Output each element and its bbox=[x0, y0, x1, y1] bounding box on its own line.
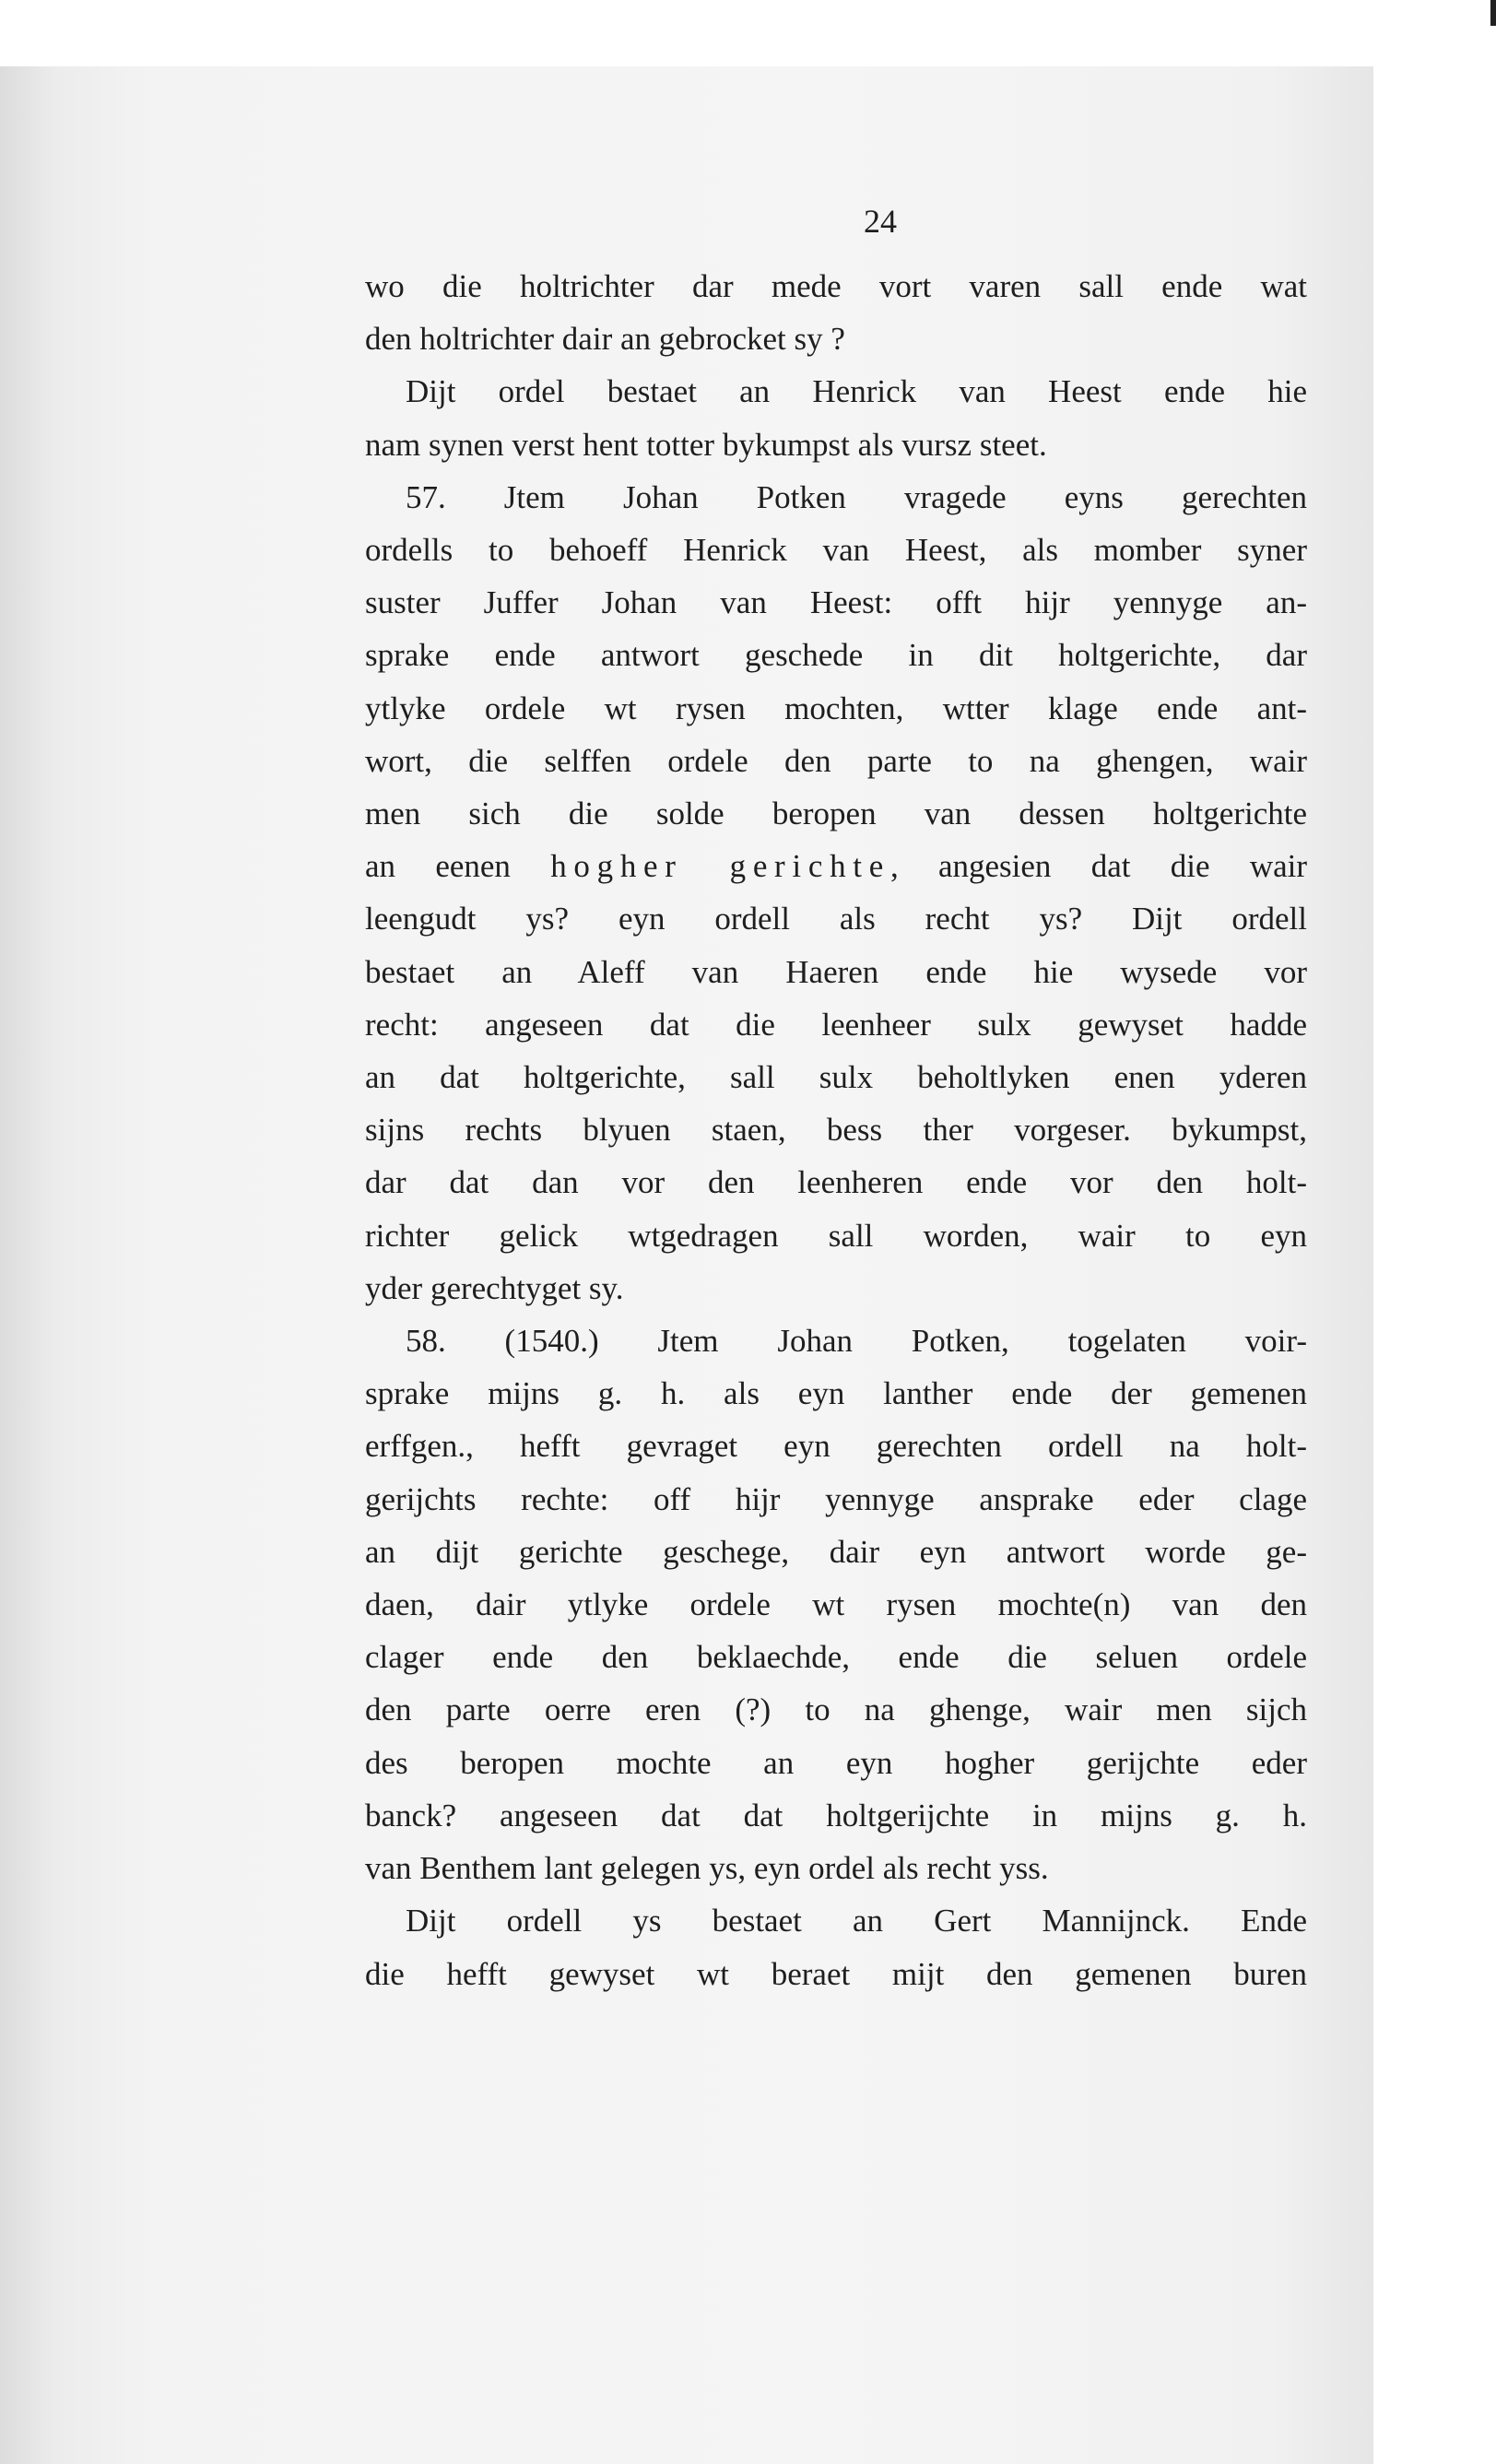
spaced-emphasis: hogher gerichte bbox=[550, 848, 890, 885]
text-line: an dijt gerichte geschege, dair eyn antwort worde ge- bbox=[365, 1533, 1307, 1570]
text-line: wort, die selffen ordele den parte to na ghengen, wair bbox=[365, 742, 1307, 779]
text-line: sprake mijns g. h. als eyn lanther ende der gemenen bbox=[365, 1375, 1307, 1412]
text-line: banck? angeseen dat dat holtgerijchte in mijns g. h. bbox=[365, 1797, 1307, 1833]
text-line: clager ende den beklaechde, ende die seluen ordele bbox=[365, 1639, 1307, 1676]
scan-corner-mark bbox=[1490, 0, 1496, 26]
text-line: Dijt ordel bestaet an Henrick van Heest ende hie bbox=[406, 373, 1307, 410]
text-line: dar dat dan vor den leenheren ende vor den holt- bbox=[365, 1164, 1307, 1201]
page-number: 24 bbox=[864, 203, 897, 240]
text-segment: an eenen bbox=[365, 848, 551, 885]
text-line: den holtrichter dair an gebrocket sy ? bbox=[365, 321, 845, 358]
text-line: ordells to behoeff Henrick van Heest, als momber syner bbox=[365, 532, 1307, 569]
text-line: die hefft gewyset wt beraet mijt den gemenen buren bbox=[365, 1955, 1307, 1992]
text-line: des beropen mochte an eyn hogher gerijchte eder bbox=[365, 1744, 1307, 1781]
text-line: leengudt ys? eyn ordell als recht ys? Dijt ordell bbox=[365, 901, 1307, 937]
text-line: richter gelick wtgedragen sall worden, wair to eyn bbox=[365, 1217, 1307, 1254]
text-line: sprake ende antwort geschede in dit holtgerichte, dar bbox=[365, 637, 1307, 674]
text-line: Dijt ordell ys bestaet an Gert Mannijnck. Ende bbox=[406, 1903, 1307, 1939]
text-line: den parte oerre eren (?) to na ghenge, wair men sijch bbox=[365, 1692, 1307, 1728]
text-line: 57. Jtem Johan Potken vragede eyns gerechten bbox=[406, 478, 1307, 515]
text-line: 58. (1540.) Jtem Johan Potken, togelaten voir- bbox=[406, 1323, 1307, 1360]
paper-margin bbox=[1373, 66, 1496, 2464]
text-line: men sich die solde beropen van dessen holtgerichte bbox=[365, 796, 1307, 832]
text-line: gerijchts rechte: off hijr yennyge ansprake eder clage bbox=[365, 1480, 1307, 1517]
body-text bbox=[365, 260, 1307, 2000]
text-line: bestaet an Aleff van Haeren ende hie wysede vor bbox=[365, 953, 1307, 990]
text-line: erffgen., hefft gevraget eyn gerechten ordell na holt- bbox=[365, 1428, 1307, 1465]
text-line: van Benthem lant gelegen ys, eyn ordel als recht yss. bbox=[365, 1850, 1049, 1887]
page-content bbox=[365, 194, 1307, 2000]
text-line: wo die holtrichter dar mede vort varen sall ende wat bbox=[365, 268, 1307, 304]
text-line: suster Juffer Johan van Heest: offt hijr yennyge an- bbox=[365, 584, 1307, 621]
text-line: daen, dair ytlyke ordele wt rysen mochte(n) van den bbox=[365, 1586, 1307, 1623]
text-line: sijns rechts blyuen staen, bess ther vorgeser. bykumpst, bbox=[365, 1112, 1307, 1149]
text-line: nam synen verst hent totter bykumpst als vursz steet. bbox=[365, 426, 1047, 463]
text-line: an dat holtgerichte, sall sulx beholtlyken enen yderen bbox=[365, 1059, 1307, 1096]
text-line: yder gerechtyget sy. bbox=[365, 1269, 624, 1306]
text-segment: , angesien dat die wair bbox=[889, 848, 1308, 885]
text-line: ytlyke ordele wt rysen mochten, wtter klage ende ant- bbox=[365, 690, 1307, 726]
text-line bbox=[365, 840, 1307, 892]
text-line: recht: angeseen dat die leenheer sulx gewyset hadde bbox=[365, 1006, 1307, 1043]
